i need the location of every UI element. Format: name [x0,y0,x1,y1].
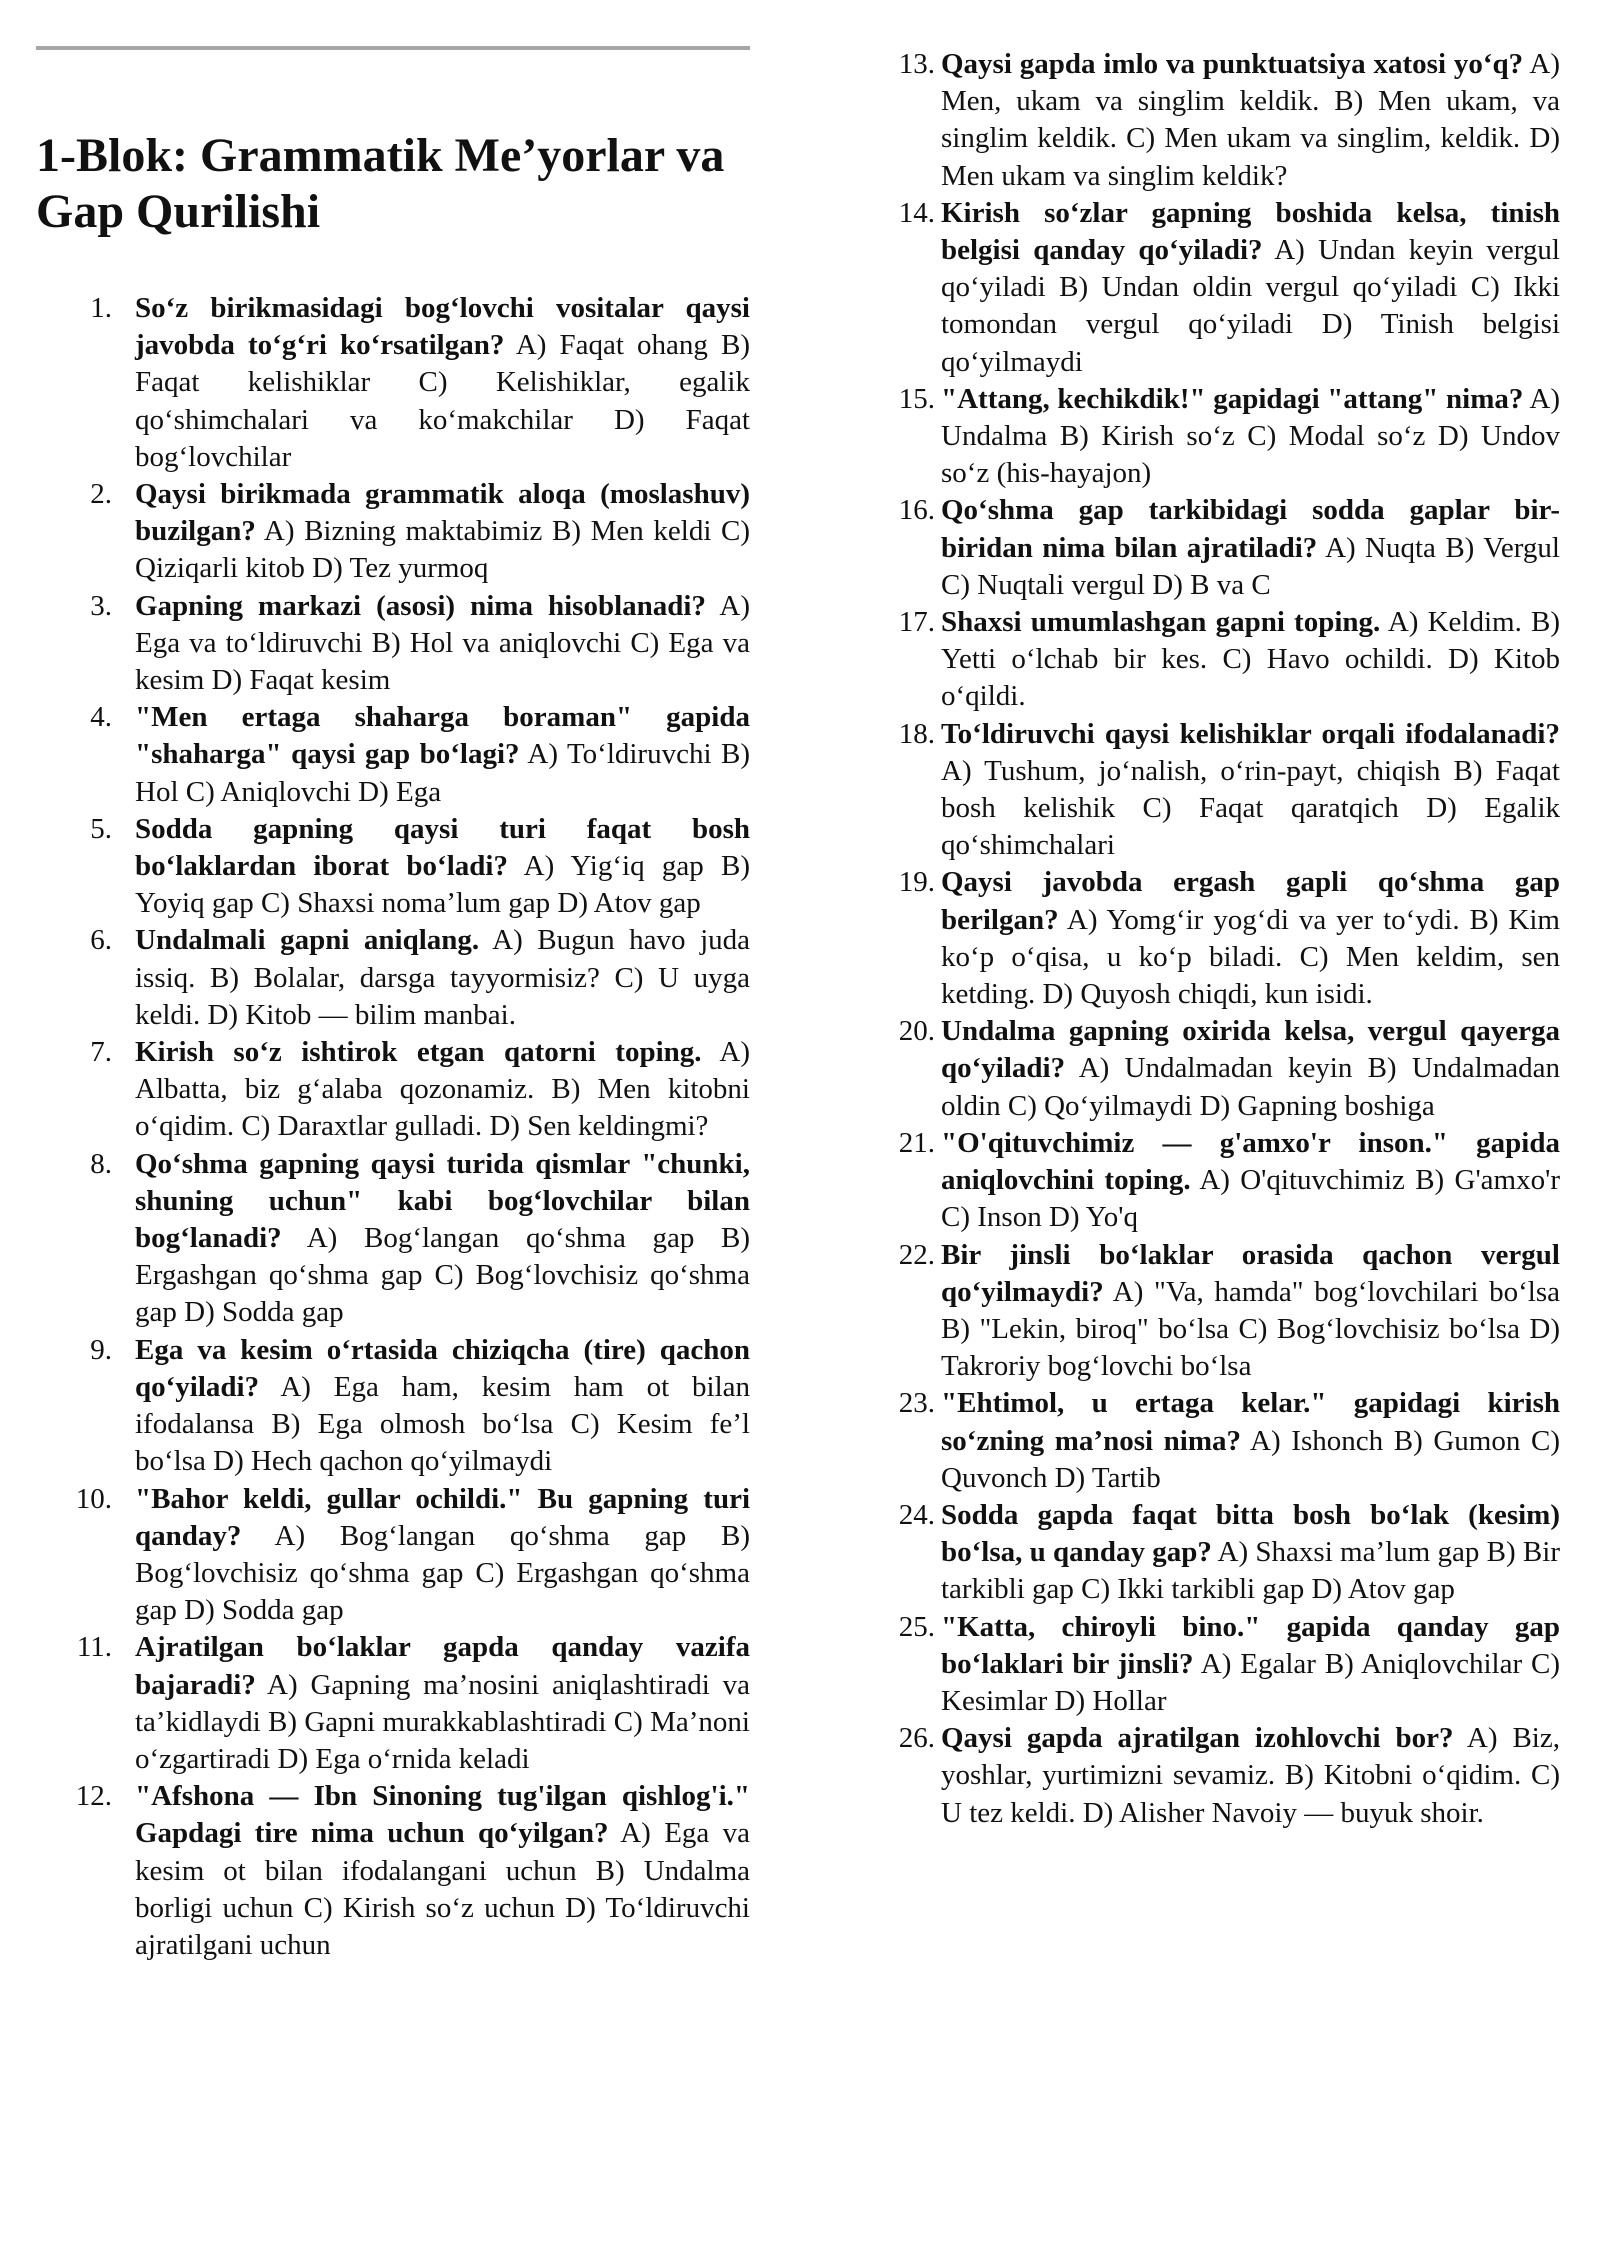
question-text: "Katta, chiroyli bino." gapida qanday gap bo‘laklari bir jinsli? [941,1610,1560,1680]
answer-options: A) "Va, hamda" bog‘lovchilari bo‘lsa B) "Lekin, biroq" bo‘lsa C) Bog‘lovchisiz bo‘lsa D) Takroriy bog‘lovchi bo‘lsa [941,1275,1560,1383]
question-text: To‘ldiruvchi qaysi kelishiklar orqali ifodalanadi? [941,717,1560,750]
question-item [885,195,1560,381]
question-text: "Men ertaga shaharga boraman" gapida "shaharga" qaysi gap bo‘lagi? [135,701,750,771]
question-number: 15. [898,382,935,415]
question-number: 1. [90,292,112,324]
question-item [885,1720,1560,1832]
question-number: 12. [75,1780,112,1813]
answer-options: A) Ega va to‘ldiruvchi B) Hol va aniqlovchi C) Ega va kesim D) Faqat kesim [135,589,750,697]
question-item [36,922,750,1034]
answer-options: A) Biz, yoshlar, yurtimizni sevamiz. B) Kitobni o‘qidim. C) U tez keldi. D) Alisher Navoiy — buyuk shoir. [941,1722,1560,1829]
question-item [885,604,1560,716]
question-text: Qaysi gapda ajratilgan izohlovchi bor? [941,1722,1454,1755]
question-text: "Afshona — Ibn Sinoning tug'ilgan qishlog'i." Gapdagi tire nima uchun qo‘yilgan? [135,1780,750,1850]
question-number: 4. [90,701,112,734]
question-item [885,1125,1560,1237]
answer-options: A) Nuqta B) Vergul C) Nuqtali vergul D) B va C [941,531,1560,601]
answer-options: A) Bog‘langan qo‘shma gap B) Ergashgan qo‘shma gap C) Bog‘lovchisiz qo‘shma gap D) Sodda gap [135,1222,750,1329]
question-item [36,1034,750,1146]
answer-options: A) Bizning maktabimiz B) Men keldi C) Qiziqarli kitob D) Tez yurmoq [135,515,750,585]
answer-options: A) Undan keyin vergul qo‘yiladi B) Undan oldin vergul qo‘yiladi C) Ikki tomondan vergul qo‘yiladi D) Tinish belgisi qo‘yilmaydi [941,234,1560,378]
question-item [36,811,750,923]
question-number: 2. [90,478,112,511]
answer-options: A) Tushum, jo‘nalish, o‘rin-payt, chiqish B) Faqat bosh kelishik C) Faqat qaratqich D) Egalik qo‘shimchalari [941,754,1560,862]
question-text: Undalmali gapni aniqlang. [135,924,480,957]
question-item [885,864,1560,1013]
question-item [885,46,1560,195]
question-text: Ega va kesim o‘rtasida chiziqcha (tire) qachon qo‘yiladi? [135,1333,750,1403]
question-number: 10. [75,1482,112,1515]
answer-options: A) Egalar B) Aniqlovchilar C) Kesimlar D) Hollar [941,1647,1560,1717]
question-item [36,588,750,700]
question-text: Undalma gapning oxirida kelsa, vergul qayerga qo‘yiladi? [941,1015,1560,1085]
question-text: Qo‘shma gap tarkibidagi sodda gaplar bir-biridan nima bilan ajratiladi? [941,494,1560,564]
question-number: 18. [898,717,935,750]
question-item [36,1332,750,1481]
answer-options: A) Ishonch B) Gumon C) Quvonch D) Tartib [941,1424,1560,1494]
question-text: "Bahor keldi, gullar ochildi." Bu gapning turi qanday? [135,1482,750,1552]
answer-options: A) Shaxsi ma’lum gap B) Bir tarkibli gap C) Ikki tarkibli gap D) Atov gap [941,1536,1560,1606]
question-number: 3. [90,589,112,622]
question-text: Sodda gapning qaysi turi faqat bosh bo‘laklardan iborat bo‘ladi? [135,812,750,883]
question-item [885,1013,1560,1125]
question-item [36,1481,750,1630]
question-number: 20. [898,1015,935,1048]
answer-options: A) Keldim. B) Yetti o‘lchab bir kes. C) Havo ochildi. D) Kitob o‘qildi. [941,606,1560,713]
question-item [36,476,750,588]
answer-options: A) Bugun havo juda issiq. B) Bolalar, darsga tayyormisiz? C) U uyga keldi. D) Kitob — bilim manbai. [135,924,750,1031]
question-list-right [885,46,1560,1832]
answer-options: A) Men, ukam va singlim keldik. B) Men ukam, va singlim keldik. C) Men ukam va singlim, keldik. D) Men ukam va singlim keldik? [941,48,1561,192]
answer-options: A) Yig‘iq gap B) Yoyiq gap C) Shaxsi noma’lum gap D) Atov gap [135,850,750,920]
answer-options: A) O'qituvchimiz B) G'amxo'r C) Inson D) Yo'q [941,1164,1560,1234]
question-item [36,1146,750,1332]
question-number: 19. [898,866,935,899]
answer-options: A) Albatta, biz g‘alaba qozonamiz. B) Men kitobni o‘qidim. C) Daraxtlar gulladi. D) Sen keldingmi? [135,1036,751,1143]
question-text: Qaysi birikmada grammatik aloqa (moslashuv) buzilgan? [135,478,750,548]
question-item [885,492,1560,604]
question-number: 7. [90,1036,112,1069]
question-item [36,290,750,476]
question-text: Sodda gapda faqat bitta bosh bo‘lak (kesim) bo‘lsa, u qanday gap? [941,1498,1560,1569]
answer-options: A) Undalma B) Kirish so‘z C) Modal so‘z D) Undov so‘z (his-hayajon) [941,382,1561,490]
question-item [885,716,1560,865]
question-number: 11. [76,1631,112,1664]
question-number: 24. [898,1498,935,1531]
question-text: Shaxsi umumlashgan gapni toping. [941,606,1381,639]
answer-options: A) Ega va kesim ot bilan ifodalangani uchun B) Undalma borligi uchun C) Kirish so‘z uchun D) To‘ldiruvchi ajratilgani uchun [135,1817,750,1961]
question-number: 14. [898,196,935,229]
top-horizontal-rule [36,46,750,50]
section-heading: 1-Blok: Grammatik Me’yorlar va Gap Qurilishi [36,129,725,238]
question-text: Bir jinsli bo‘laklar orasida qachon vergul qo‘yilmaydi? [941,1238,1560,1308]
question-text: Kirish so‘zlar gapning boshida kelsa, tinish belgisi qanday qo‘yiladi? [941,196,1560,267]
question-text: Qo‘shma gapning qaysi turida qismlar "chunki, shuning uchun" kabi bog‘lovchilar bilan bog‘lanadi? [135,1147,750,1255]
question-number: 22. [898,1238,935,1271]
question-number: 5. [90,812,112,845]
left-column [36,46,750,1964]
question-item [36,1778,750,1964]
answer-options: A) Yomg‘ir yog‘di va yer to‘ydi. B) Kim ko‘p o‘qisa, u ko‘p biladi. C) Men keldim, sen ketding. D) Quyosh chiqdi, kun isidi. [941,903,1560,1011]
question-item [885,1237,1560,1386]
question-number: 8. [90,1147,112,1180]
question-text: "Ehtimol, u ertaga kelar." gapidagi kirish so‘zning ma’nosi nima? [941,1387,1560,1457]
question-number: 23. [898,1387,935,1420]
question-item [36,1629,750,1778]
question-number: 16. [898,494,935,527]
question-number: 9. [90,1333,112,1366]
question-number: 25. [898,1610,935,1643]
answer-options: A) Ega ham, kesim ham ot bilan ifodalansa B) Ega olmosh bo‘lsa C) Kesim fe’l bo‘lsa D) Hech qachon qo‘yilmaydi [135,1370,750,1478]
question-text: Qaysi javobda ergash gapli qo‘shma gap berilgan? [941,866,1560,936]
right-column [885,46,1560,1832]
question-item [885,381,1560,493]
question-number: 21. [898,1126,935,1159]
answer-options: A) Bog‘langan qo‘shma gap B) Bog‘lovchisiz qo‘shma gap C) Ergashgan qo‘shma gap D) Sodda gap [135,1519,750,1627]
question-number: 26. [898,1722,935,1755]
question-item [885,1497,1560,1609]
question-text: "O'qituvchimiz — g'amxo'r inson." gapida aniqlovchini toping. [941,1126,1560,1197]
question-text: "Attang, kechikdik!" gapidagi "attang" nima? [941,382,1524,415]
question-list-left [36,290,750,1964]
answer-options: A) Undalmadan keyin B) Undalmadan oldin C) Qo‘yilmaydi D) Gapning boshiga [941,1052,1560,1122]
question-text: Gapning markazi (asosi) nima hisoblanadi? [135,589,706,622]
question-number: 17. [898,606,935,639]
question-number: 13. [898,48,935,80]
question-text: So‘z birikmasidagi bog‘lovchi vositalar qaysi javobda to‘g‘ri ko‘rsatilgan? [135,292,750,362]
question-text: Qaysi gapda imlo va punktuatsiya xatosi yo‘q? [941,48,1524,80]
answer-options: A) To‘ldiruvchi B) Hol C) Aniqlovchi D) Ega [135,738,750,808]
question-item [36,699,750,811]
question-text: Ajratilgan bo‘laklar gapda qanday vazifa bajaradi? [135,1631,750,1701]
answer-options: A) Gapning ma’nosini aniqlashtiradi va ta’kidlaydi B) Gapni murakkablashtiradi C) Ma’noni o‘zgartiradi D) Ega o‘rnida keladi [135,1668,750,1775]
question-number: 6. [90,924,112,957]
question-item [885,1385,1560,1497]
question-item [885,1609,1560,1721]
question-text: Kirish so‘z ishtirok etgan qatorni toping. [135,1036,702,1069]
answer-options: A) Faqat ohang B) Faqat kelishiklar C) Kelishiklar, egalik qo‘shimchalari va ko‘makchilar D) Faqat bog‘lovchilar [135,329,750,473]
